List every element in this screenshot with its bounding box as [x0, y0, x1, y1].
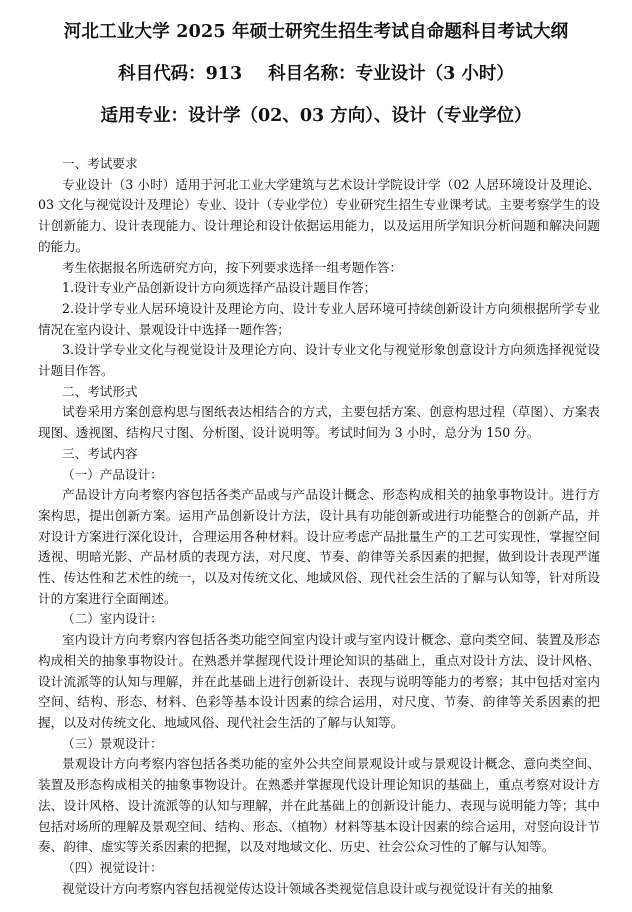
- subsection-heading-landscape: （三）景观设计：: [62, 735, 163, 751]
- paragraph: 专业设计（3 小时）适用于河北工业大学建筑与艺术设计学院设计学（02 人居环境设计及理论、03 文化与视觉设计及理论）专业、设计（专业学位）专业研究生招生专业课考试。主要考察学生的设计创新能力、设计表现能力、设计理论和设计依据运用能力，以及运用所学知识分析问题和解决问题的能力。: [38, 176, 600, 254]
- section-heading-format: 二、考试形式: [62, 383, 138, 399]
- paragraph: 景观设计方向考察内容包括各类功能的室外公共空间景观设计或与景观设计概念、意向类空间、装置及形态构成相关的抽象事物设计。在熟悉并掌握现代设计理论知识的基础上，重点考察对设计方法、设计风格、设计流派等的认知与理解，并在此基础上的创新设计能力、表现与说明能力等；其中包括对场所的理解及景观空间、结构、形态、（植物）材料等基本设计因素的综合运用，对竖向设计节奏、韵律、虚实等关系因素的把握，以及对地域文化、历史、社会公众习性的了解与认知等。: [38, 756, 600, 855]
- paragraph: 试卷采用方案创意构思与图纸表达相结合的方式，主要包括方案、创意构思过程（草图）、方案表现图、透视图、结构尺寸图、分析图、设计说明等。考试时间为 3 小时，总分为 150 分。: [38, 404, 600, 441]
- subsection-heading-visual: （四）视觉设计：: [62, 859, 163, 875]
- paragraph: 考生依据报名所选研究方向，按下列要求选择一组考题作答：: [62, 259, 403, 275]
- subsection-heading-product: （一）产品设计：: [62, 466, 163, 482]
- section-heading-requirements: 一、考试要求: [62, 156, 138, 171]
- document-body: [38, 154, 600, 899]
- paragraph: 室内设计方向考察内容包括各类功能空间室内设计或与室内设计概念、意向类空间、装置及形态构成相关的抽象事物设计。在熟悉并掌握现代设计理论知识的基础上，重点对设计方法、设计风格、设计流派等的认知与理解，并在此基础上进行创新设计、表现与说明等能力的考察；其中包括对室内空间、结构、形态、材料、色彩等基本设计因素的综合运用，对尺度、节奏、韵律等关系因素的把握，以及对传统文化、地域风俗、现代社会生活的了解与认知等。: [38, 632, 600, 730]
- subsection-heading-interior: （二）室内设计：: [62, 611, 163, 627]
- list-item: 1.设计专业产品创新设计方向须选择产品设计题目作答；: [62, 280, 377, 296]
- list-item: 3.设计学专业文化与视觉设计及理论方向、设计专业文化与视觉形象创意设计方向须选择视觉设计题目作答。: [38, 342, 600, 379]
- paragraph: 产品设计方向考察内容包括各类产品或与产品设计概念、形态构成相关的抽象事物设计。进行方案构思，提出创新方案。运用产品创新设计方法，设计具有功能创新或进行功能整合的创新产品，并对设计方案进行深化设计，合理运用各种材料。设计应考虑产品批量生产的工艺可实现性，掌握空间透视、明暗光影、产品材质的表现方法，对尺度、节奏、韵律等关系因素的把握，做到设计表现严谨性、传达性和艺术性的统一，以及对传统文化、地域风俗、现代社会生活的了解与认知等，针对所设计的方案进行全面阐述。: [38, 487, 600, 606]
- section-heading-content: 三、考试内容: [62, 445, 138, 461]
- document-title: 河北工业大学 2025 年硕士研究生招生考试自命题科目考试大纲: [63, 22, 569, 42]
- list-item: 2.设计学专业人居环境设计及理论方向、设计专业人居环境可持续创新设计方向须根据所学专业情况在室内设计、景观设计中选择一题作答；: [38, 300, 600, 337]
- subject-name: 科目名称：专业设计（3 小时）: [268, 64, 514, 84]
- subject-line: [0, 60, 632, 85]
- paragraph: 视觉设计方向考察内容包括视觉传达设计领域各类视觉信息设计或与视觉设计有关的抽象: [62, 880, 554, 896]
- applicable-majors: 适用专业：设计学（02、03 方向）、设计（专业学位）: [100, 106, 532, 126]
- subject-code: 科目代码：913: [118, 64, 243, 84]
